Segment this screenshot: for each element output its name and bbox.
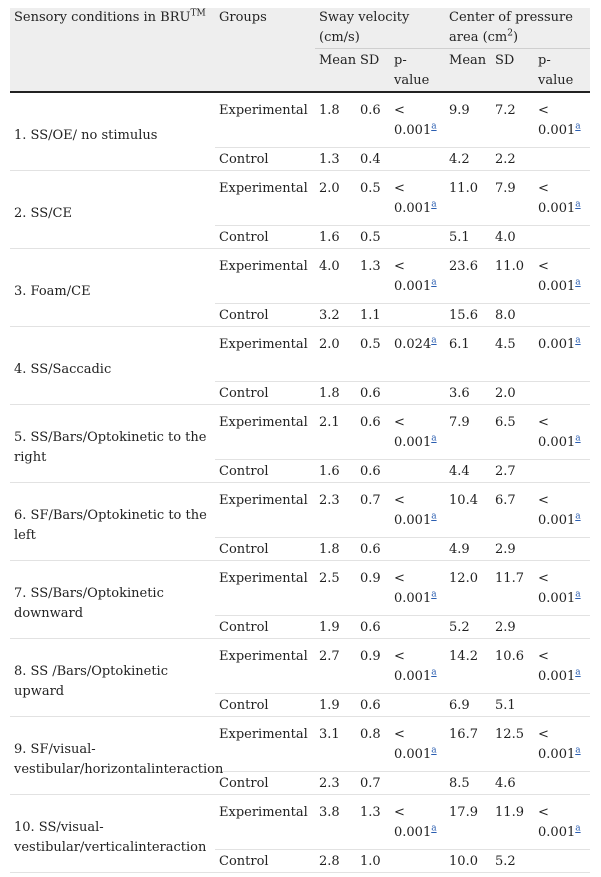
cop-mean-cell: 10.4	[445, 483, 491, 538]
sv-p-cell	[390, 717, 445, 772]
p-value: < 0.001	[538, 103, 576, 138]
table-row	[10, 561, 590, 616]
p-value: < 0.001	[394, 259, 432, 294]
sv-mean-cell: 1.8	[315, 92, 356, 148]
groups-column-header: Groups	[215, 8, 315, 92]
cop-p-cell	[534, 772, 590, 795]
sv-p-cell	[390, 616, 445, 639]
p-value: < 0.001	[538, 415, 576, 450]
sv-sd-cell: 0.6	[356, 92, 390, 148]
cop-sd-cell: 7.9	[491, 171, 534, 226]
footnote-link[interactable]: a	[431, 433, 437, 444]
footnote-link[interactable]: a	[431, 199, 437, 210]
sv-mean-cell: 2.3	[315, 772, 356, 795]
p-value: < 0.001	[538, 181, 576, 216]
cop-mean-cell: 8.5	[445, 772, 491, 795]
cop-p-cell	[534, 405, 590, 460]
group-cell: Experimental	[215, 249, 315, 304]
p-value: < 0.001	[538, 259, 576, 294]
group-cell: Control	[215, 772, 315, 795]
sv-sd-cell: 0.8	[356, 717, 390, 772]
cop-mean-cell: 5.1	[445, 226, 491, 249]
footnote-link[interactable]: a	[575, 823, 581, 834]
cop-p-cell	[534, 616, 590, 639]
cop-sd-cell: 4.6	[491, 772, 534, 795]
sv-sd-cell: 1.3	[356, 249, 390, 304]
cop-sd-cell: 10.6	[491, 639, 534, 694]
cop-mean-cell: 6.1	[445, 327, 491, 382]
footnote-link[interactable]: a	[575, 277, 581, 288]
sv-p-cell	[390, 772, 445, 795]
sv-sd-cell: 0.6	[356, 382, 390, 405]
cop-mean-cell: 7.9	[445, 405, 491, 460]
p-value: < 0.001	[394, 103, 432, 138]
table-row	[10, 249, 590, 304]
p-value: < 0.001	[394, 571, 432, 606]
cop-sd-cell: 6.7	[491, 483, 534, 538]
sv-p-cell	[390, 538, 445, 561]
cop-sd-cell: 2.0	[491, 382, 534, 405]
p-value: 0.024	[394, 337, 432, 352]
sv-p-cell	[390, 92, 445, 148]
cop-mean-cell: 4.4	[445, 460, 491, 483]
sv-sd-header: SD	[356, 49, 390, 93]
cop-p-cell	[534, 249, 590, 304]
cop-mean-cell: 10.0	[445, 850, 491, 873]
p-value: < 0.001	[538, 727, 576, 762]
sv-p-cell	[390, 639, 445, 694]
footnote-link[interactable]: a	[431, 277, 437, 288]
group-cell: Control	[215, 616, 315, 639]
table-header	[10, 8, 590, 92]
cop-sd-cell: 2.9	[491, 616, 534, 639]
cop-mean-cell: 16.7	[445, 717, 491, 772]
footnote-link[interactable]: a	[431, 511, 437, 522]
cop-mean-cell: 12.0	[445, 561, 491, 616]
p-value: < 0.001	[394, 805, 432, 840]
footnote-link[interactable]: a	[431, 589, 437, 600]
sv-p-cell	[390, 795, 445, 850]
cop-p-cell	[534, 561, 590, 616]
group-cell: Control	[215, 148, 315, 171]
cop-sd-cell: 6.5	[491, 405, 534, 460]
cop-sd-cell: 5.2	[491, 850, 534, 873]
group-cell: Experimental	[215, 327, 315, 382]
sv-p-cell	[390, 694, 445, 717]
sv-mean-cell: 2.8	[315, 850, 356, 873]
cop-p-cell	[534, 171, 590, 226]
group-cell: Control	[215, 226, 315, 249]
cop-sd-cell: 2.9	[491, 538, 534, 561]
group-cell: Control	[215, 460, 315, 483]
condition-cell: 7. SS/Bars/Optokinetic downward	[10, 561, 215, 639]
sv-p-cell	[390, 382, 445, 405]
p-value: < 0.001	[538, 805, 576, 840]
cop-p-cell	[534, 327, 590, 382]
p-value: < 0.001	[394, 493, 432, 528]
sv-sd-cell: 0.5	[356, 171, 390, 226]
cop-p-cell	[534, 850, 590, 873]
table-row	[10, 639, 590, 694]
group-cell: Experimental	[215, 483, 315, 538]
p-value: < 0.001	[538, 649, 576, 684]
p-value: < 0.001	[394, 649, 432, 684]
group-cell: Experimental	[215, 92, 315, 148]
footnote-link[interactable]: a	[575, 121, 581, 132]
sv-sd-cell: 0.9	[356, 561, 390, 616]
sv-mean-cell: 3.2	[315, 304, 356, 327]
sv-mean-cell: 2.7	[315, 639, 356, 694]
condition-cell: 6. SF/Bars/Optokinetic to the left	[10, 483, 215, 561]
cop-sd-header: SD	[491, 49, 534, 93]
sv-p-cell	[390, 561, 445, 616]
cop-sd-cell: 4.5	[491, 327, 534, 382]
cop-mean-cell: 15.6	[445, 304, 491, 327]
sv-p-cell	[390, 226, 445, 249]
cop-p-cell	[534, 148, 590, 171]
condition-cell: 1. SS/OE/ no stimulus	[10, 92, 215, 171]
condition-cell: 9. SF/visual-vestibular/horizontalinteraction	[10, 717, 215, 795]
condition-cell: 8. SS /Bars/Optokinetic upward	[10, 639, 215, 717]
p-value: < 0.001	[538, 571, 576, 606]
p-value: < 0.001	[394, 181, 432, 216]
group-cell: Control	[215, 850, 315, 873]
sv-mean-cell: 1.8	[315, 382, 356, 405]
sv-mean-cell: 3.1	[315, 717, 356, 772]
sv-mean-cell: 2.1	[315, 405, 356, 460]
sv-p-cell	[390, 405, 445, 460]
footnote-link[interactable]: a	[575, 589, 581, 600]
sv-sd-cell: 0.4	[356, 148, 390, 171]
condition-cell: 5. SS/Bars/Optokinetic to the right	[10, 405, 215, 483]
cop-sd-cell: 2.2	[491, 148, 534, 171]
sv-sd-cell: 1.3	[356, 795, 390, 850]
sv-sd-cell: 0.6	[356, 616, 390, 639]
cop-p-cell	[534, 382, 590, 405]
sv-p-cell	[390, 850, 445, 873]
sv-mean-cell: 1.9	[315, 694, 356, 717]
footnote-link[interactable]: a	[431, 823, 437, 834]
table-row	[10, 171, 590, 226]
sv-sd-cell: 0.7	[356, 772, 390, 795]
table-row	[10, 717, 590, 772]
sv-sd-cell: 1.0	[356, 850, 390, 873]
cop-mean-cell: 6.9	[445, 694, 491, 717]
center-of-pressure-header: Center of pressure area $(cm^2)$	[445, 8, 590, 49]
condition-cell: 10. SS/visual-vestibular/verticalinteraction	[10, 795, 215, 873]
cop-mean-header: Mean	[445, 49, 491, 93]
cop-sd-cell: 11.9	[491, 795, 534, 850]
footnote-link[interactable]: a	[575, 511, 581, 522]
cop-p-cell	[534, 694, 590, 717]
sv-mean-cell: 2.3	[315, 483, 356, 538]
cop-mean-cell: 3.6	[445, 382, 491, 405]
cop-sd-cell: 4.0	[491, 226, 534, 249]
p-value: 0.001	[538, 337, 576, 352]
cop-sd-cell: 5.1	[491, 694, 534, 717]
sv-sd-cell: 0.6	[356, 694, 390, 717]
cop-p-cell	[534, 483, 590, 538]
sv-sd-cell: 0.5	[356, 226, 390, 249]
cop-sd-cell: 12.5	[491, 717, 534, 772]
sv-sd-cell: 0.7	[356, 483, 390, 538]
cop-p-header: p-value	[534, 49, 590, 93]
cop-p-cell	[534, 717, 590, 772]
footnote-link[interactable]: a	[575, 199, 581, 210]
group-cell: Control	[215, 538, 315, 561]
condition-cell: 2. SS/CE	[10, 171, 215, 249]
group-cell: Experimental	[215, 639, 315, 694]
group-cell: Experimental	[215, 717, 315, 772]
sv-mean-cell: 2.5	[315, 561, 356, 616]
sv-mean-cell: 3.8	[315, 795, 356, 850]
table-row	[10, 795, 590, 850]
condition-column-header: Sensory conditions in BRU™	[10, 8, 215, 92]
cop-mean-cell: 9.9	[445, 92, 491, 148]
sv-p-cell	[390, 460, 445, 483]
sv-mean-header: Mean	[315, 49, 356, 93]
sv-p-cell	[390, 148, 445, 171]
condition-cell: 3. Foam/CE	[10, 249, 215, 327]
sv-sd-cell: 0.9	[356, 639, 390, 694]
cop-sd-cell: 2.7	[491, 460, 534, 483]
sv-sd-cell: 0.6	[356, 460, 390, 483]
footnote-link[interactable]: a	[575, 745, 581, 756]
cop-p-cell	[534, 460, 590, 483]
group-cell: Experimental	[215, 405, 315, 460]
p-value: < 0.001	[394, 415, 432, 450]
sv-mean-cell: 1.3	[315, 148, 356, 171]
cop-mean-cell: 14.2	[445, 639, 491, 694]
footnote-link[interactable]: a	[575, 667, 581, 678]
p-value: < 0.001	[538, 493, 576, 528]
sv-mean-cell: 4.0	[315, 249, 356, 304]
sv-mean-cell: 2.0	[315, 327, 356, 382]
cop-sd-cell: 11.7	[491, 561, 534, 616]
cop-p-cell	[534, 92, 590, 148]
sv-mean-cell: 1.6	[315, 226, 356, 249]
cop-sd-cell: 11.0	[491, 249, 534, 304]
group-cell: Control	[215, 304, 315, 327]
sv-sd-cell: 0.6	[356, 538, 390, 561]
cop-p-cell	[534, 226, 590, 249]
sway-velocity-header: Sway velocity (cm/s)	[315, 8, 445, 49]
cop-mean-cell: 4.9	[445, 538, 491, 561]
footnote-link[interactable]: a	[575, 433, 581, 444]
cop-p-cell	[534, 639, 590, 694]
group-cell: Control	[215, 694, 315, 717]
sv-p-cell	[390, 304, 445, 327]
sv-sd-cell: 0.5	[356, 327, 390, 382]
group-cell: Experimental	[215, 795, 315, 850]
table-row	[10, 92, 590, 148]
cop-p-cell	[534, 795, 590, 850]
footnote-link[interactable]: a	[431, 667, 437, 678]
cop-sd-cell: 8.0	[491, 304, 534, 327]
sv-p-header: p-value	[390, 49, 445, 93]
cop-mean-cell: 17.9	[445, 795, 491, 850]
cop-p-cell	[534, 538, 590, 561]
sv-sd-cell: 0.6	[356, 405, 390, 460]
group-cell: Experimental	[215, 561, 315, 616]
p-value: < 0.001	[394, 727, 432, 762]
footnote-link[interactable]: a	[431, 121, 437, 132]
footnote-link[interactable]: a	[431, 335, 437, 346]
cop-mean-cell: 11.0	[445, 171, 491, 226]
table-row	[10, 405, 590, 460]
cop-p-cell	[534, 304, 590, 327]
sv-mean-cell: 1.9	[315, 616, 356, 639]
sv-p-cell	[390, 249, 445, 304]
cop-mean-cell: 23.6	[445, 249, 491, 304]
sv-sd-cell: 1.1	[356, 304, 390, 327]
footnote-link[interactable]: a	[431, 745, 437, 756]
sv-mean-cell: 1.8	[315, 538, 356, 561]
data-table	[10, 8, 590, 873]
sv-p-cell	[390, 327, 445, 382]
sv-mean-cell: 1.6	[315, 460, 356, 483]
table-row	[10, 327, 590, 382]
sv-p-cell	[390, 171, 445, 226]
group-cell: Control	[215, 382, 315, 405]
sv-p-cell	[390, 483, 445, 538]
table-row	[10, 483, 590, 538]
cop-mean-cell: 4.2	[445, 148, 491, 171]
footnote-link[interactable]: a	[575, 335, 581, 346]
condition-cell: 4. SS/Saccadic	[10, 327, 215, 405]
sv-mean-cell: 2.0	[315, 171, 356, 226]
cop-sd-cell: 7.2	[491, 92, 534, 148]
table-body	[10, 92, 590, 873]
group-cell: Experimental	[215, 171, 315, 226]
cop-mean-cell: 5.2	[445, 616, 491, 639]
